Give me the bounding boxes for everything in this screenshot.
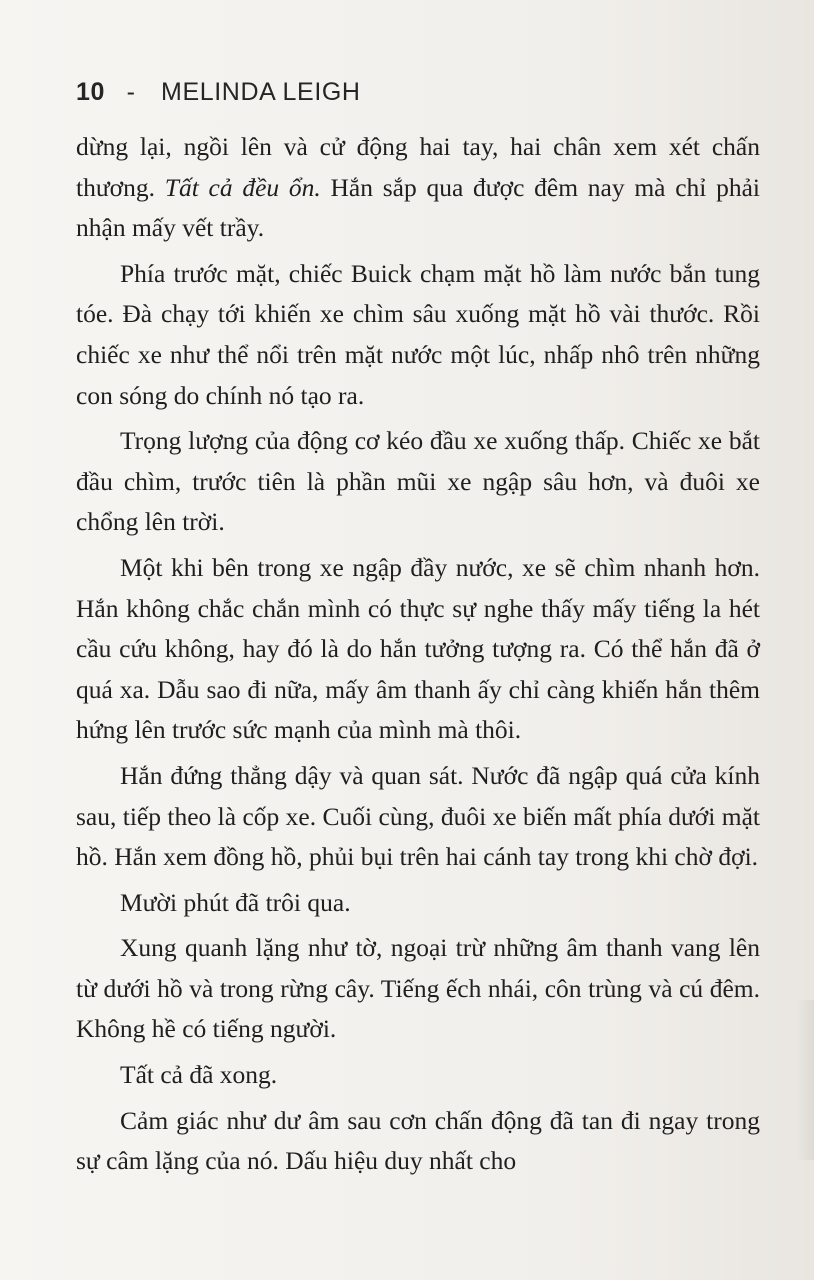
paragraph-text: dừng lại, ngồi lên và cử động hai tay, hai chân xem xét chấn thương. [76, 132, 760, 202]
page-edge-shadow [796, 1000, 814, 1160]
paragraph-text: Phía trước mặt, chiếc Buick chạm mặt hồ làm nước bắn tung tóe. Đà chạy tới khiến xe chìm sâu xuống mặt hồ vài thước. Rồi chiếc xe như thể nổi trên mặt nước một lúc, nhấp nhô trên những con sóng do chính nó tạo ra. [76, 258, 760, 410]
paragraph-text: Hắn sắp qua được đêm nay mà chỉ phải nhận mấy vết trầy. [76, 172, 761, 243]
running-header [76, 78, 361, 107]
header-separator: - [126, 78, 136, 106]
paragraph-text: Tất cả đã xong. [120, 1060, 278, 1090]
paragraph [76, 1055, 760, 1096]
author-name: MELINDA LEIGH [161, 78, 361, 106]
paragraph-text: Xung quanh lặng như tờ, ngoại trừ những âm thanh vang lên từ dưới hồ và trong rừng cây. Tiếng ếch nhái, côn trùng và cú đêm. Không hề có tiếng người. [76, 933, 760, 1044]
paragraph [76, 1101, 760, 1182]
paragraph [76, 548, 760, 751]
paragraph-text: Hắn đứng thẳng dậy và quan sát. Nước đã ngập quá cửa kính sau, tiếp theo là cốp xe. Cuối cùng, đuôi xe biến mất phía dưới mặt hồ. Hắn xem đồng hồ, phủi bụi trên hai cánh tay trong khi chờ đợi. [76, 760, 760, 872]
body-text [76, 127, 760, 1182]
italic-text: Tất cả đều ổn. [164, 172, 321, 202]
paragraph [76, 421, 760, 543]
paragraph-text: Trọng lượng của động cơ kéo đầu xe xuống thấp. Chiếc xe bắt đầu chìm, trước tiên là phần mũi xe ngập sâu hơn, và đuôi xe chổng lên trời. [76, 426, 760, 537]
paragraph [76, 254, 760, 416]
paragraph-text: Một khi bên trong xe ngập đầy nước, xe sẽ chìm nhanh hơn. Hắn không chắc chắn mình có thực sự nghe thấy mấy tiếng la hét cầu cứu không, hay đó là do hắn tưởng tượng ra. Có thể hắn đã ở quá xa. Dẫu sao đi nữa, mấy âm thanh ấy chỉ càng khiến hắn thêm hứng lên trước sức mạnh của mình mà thôi. [76, 552, 760, 745]
paragraph-text: Mười phút đã trôi qua. [120, 887, 351, 917]
paragraph [76, 928, 760, 1050]
paragraph [76, 756, 760, 878]
paragraph [76, 127, 760, 249]
page-number: 10 [76, 78, 106, 106]
paragraph-text: Cảm giác như dư âm sau cơn chấn động đã tan đi ngay trong sự câm lặng của nó. Dấu hiệu duy nhất cho [76, 1105, 760, 1176]
paragraph [76, 883, 760, 924]
